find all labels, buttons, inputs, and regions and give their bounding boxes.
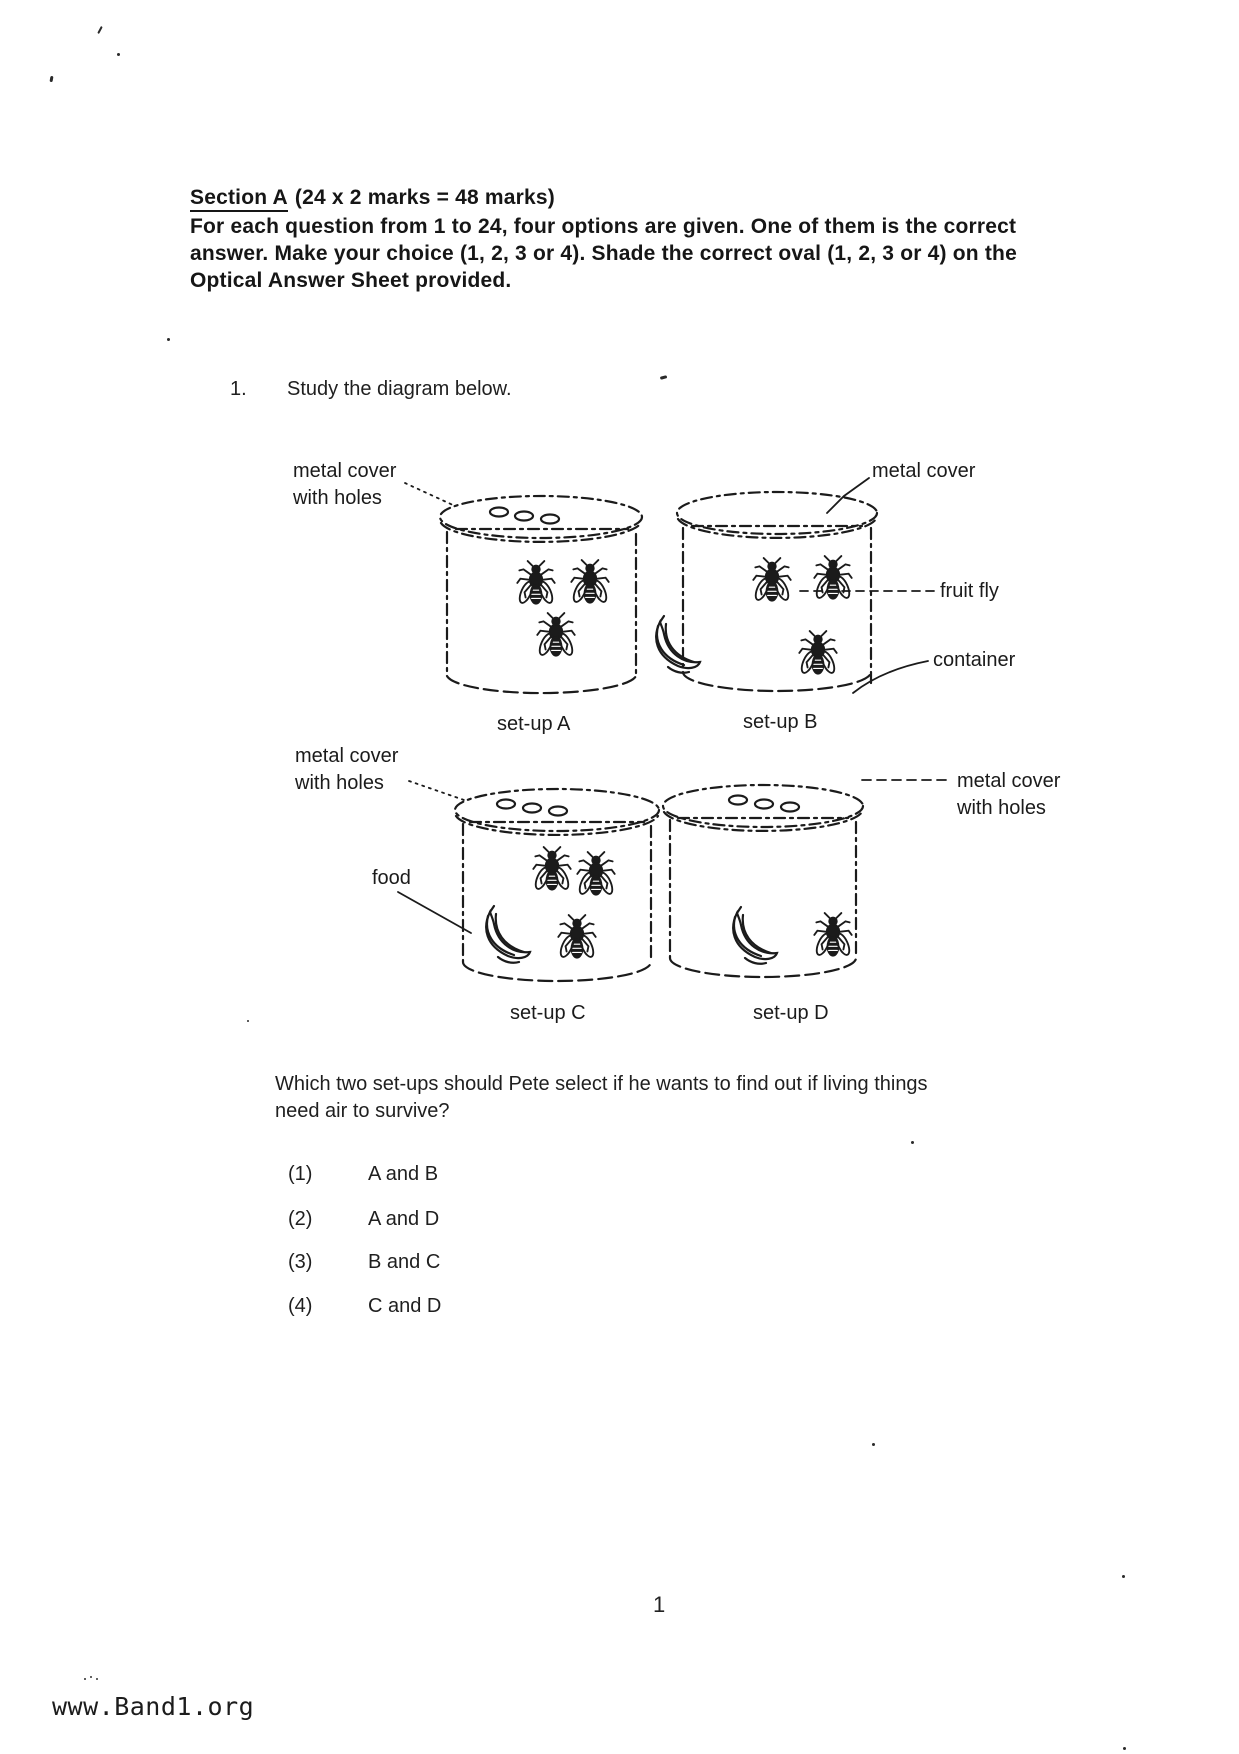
option-3-text: B and C — [368, 1251, 441, 1273]
banana-food-icon — [733, 907, 777, 964]
option-4-text: C and D — [368, 1295, 442, 1317]
option-2-number: (2) — [288, 1208, 313, 1230]
section-marks: (24 x 2 marks = 48 marks) — [294, 186, 555, 209]
leader-container — [853, 661, 928, 693]
label-cover-b: metal cover — [872, 460, 976, 482]
fruit-fly-icon — [814, 556, 852, 600]
caption-setup-b: set-up B — [743, 711, 818, 733]
question-prompt: Study the diagram below. — [287, 378, 512, 400]
leader-food — [398, 892, 471, 933]
container-setup-c — [455, 789, 659, 981]
fruit-fly-icon — [517, 561, 555, 605]
label-food: food — [372, 867, 411, 889]
label-cover-d-line2: with holes — [957, 797, 1046, 819]
scan-speckle — [872, 1443, 875, 1446]
label-cover-c-line2: with holes — [295, 772, 384, 794]
label-cover-d-line1: metal cover — [957, 770, 1061, 792]
instructions-line-2: answer. Make your choice (1, 2, 3 or 4). Shade the correct oval (1, 2, 3 or 4) on the — [190, 242, 1017, 265]
fruit-fly-icon — [577, 852, 615, 896]
instructions-line-1: For each question from 1 to 24, four options are given. One of them is the correct — [190, 215, 1017, 238]
scan-speckle — [247, 1020, 249, 1022]
leader-cover-b — [827, 478, 869, 513]
leader-cover-c — [409, 781, 464, 800]
option-3-number: (3) — [288, 1251, 313, 1273]
option-4-number: (4) — [288, 1295, 313, 1317]
banana-food-icon — [486, 906, 530, 963]
banana-food-icon — [656, 616, 700, 673]
fruit-fly-icon — [537, 613, 575, 657]
label-cover-a-line1: metal cover — [293, 460, 397, 482]
option-1-number: (1) — [288, 1163, 313, 1185]
label-container: container — [933, 649, 1016, 671]
question-stem-line-2: need air to survive? — [275, 1100, 450, 1122]
section-title: Section A — [190, 186, 288, 212]
scan-speckle — [1122, 1575, 1125, 1578]
fruit-fly-icon — [558, 915, 596, 959]
fruit-fly-icon — [571, 560, 609, 604]
caption-setup-d: set-up D — [753, 1002, 829, 1024]
container-setup-a — [440, 496, 642, 693]
container-setup-d — [663, 785, 863, 977]
fruit-fly-icon — [799, 631, 837, 675]
page-number: 1 — [653, 1592, 666, 1617]
scan-speckle — [911, 1141, 914, 1144]
caption-setup-a: set-up A — [497, 713, 571, 735]
question-number: 1. — [230, 378, 247, 400]
fruit-fly-icon — [533, 847, 571, 891]
scan-speckle — [84, 1678, 86, 1680]
label-fruit-fly: fruit fly — [940, 580, 999, 602]
fruit-fly-icon — [814, 913, 852, 957]
scan-speckle — [1123, 1747, 1126, 1750]
caption-setup-c: set-up C — [510, 1002, 586, 1024]
label-cover-a-line2: with holes — [293, 487, 382, 509]
question-stem-line-1: Which two set-ups should Pete select if he wants to find out if living things — [275, 1073, 928, 1095]
scan-speckle — [117, 53, 120, 56]
instructions-line-3: Optical Answer Sheet provided. — [190, 269, 512, 292]
option-1-text: A and B — [368, 1163, 439, 1185]
watermark-text: www.Band1.org — [52, 1692, 255, 1721]
leader-cover-a — [405, 483, 455, 506]
label-cover-c-line1: metal cover — [295, 745, 399, 767]
option-2-text: A and D — [368, 1208, 440, 1230]
scan-speckle — [167, 338, 170, 341]
fruit-fly-icon — [753, 558, 791, 602]
